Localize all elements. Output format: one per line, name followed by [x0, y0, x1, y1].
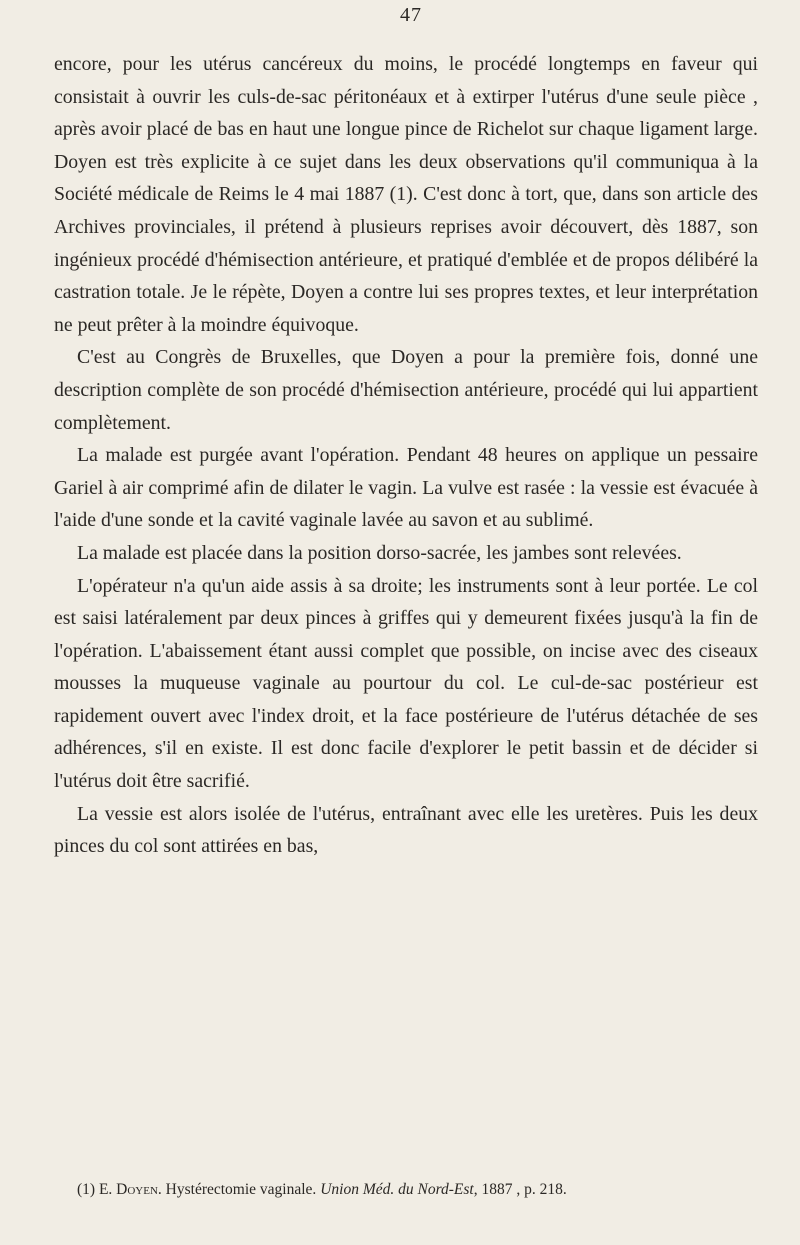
paragraph-3: La malade est purgée avant l'opération. Pendant 48 heures on applique un pessaire Gariel à air comprimé afin de dilater le vagin. La vulve est rasée : la vessie est évacuée à l'aide d'une sonde et la cavité vaginale lavée au savon et au sublimé.	[54, 444, 758, 532]
paragraph-6: La vessie est alors isolée de l'utérus, entraînant avec elle les uretères. Puis les deux pinces du col sont attirées en bas,	[54, 802, 758, 858]
footnote-title: Hystérectomie vaginale.	[165, 1181, 317, 1198]
paragraph-5: L'opérateur n'a qu'un aide assis à sa droite; les instruments sont à leur portée. Le col est saisi latéralement par deux pinces à griffes qui y demeurent fixées jusqu'à la fin de l'opération. L'abaissement étant aussi complet que possible, on incise avec des ciseaux mousses la muqueuse vaginale au pourtour du col. Le cul-de-sac postérieur est rapidement ouvert avec l'index droit, et la face postérieure de l'utérus détachée de ses adhérences, s'il en existe. Il est donc facile d'explorer le petit bassin et de décider si l'utérus doit être sacrifié.	[54, 574, 758, 793]
footnote	[54, 1180, 758, 1200]
paragraph-2: C'est au Congrès de Bruxelles, que Doyen a pour la première fois, donné une description complète de son procédé d'hémisection antérieure, procédé qui lui appartient complètement.	[54, 346, 758, 434]
footnote-marker: (1) E.	[77, 1181, 113, 1198]
body-text	[54, 48, 758, 863]
footnote-journal: Union Méd. du Nord-Est	[320, 1181, 474, 1198]
paragraph-1: encore, pour les utérus cancéreux du moins, le procédé longtemps en faveur qui consistait à ouvrir les culs-de-sac péritonéaux et à extirper l'utérus d'une seule pièce , après avoir placé de bas en haut une longue pince de Richelot sur chaque ligament large. Doyen est très explicite à ce sujet dans les deux observations qu'il communiqua à la Société médicale de Reims le 4 mai 1887 (1). C'est donc à tort, que, dans son article des Archives provinciales, il prétend à plusieurs reprises avoir découvert, dès 1887, son ingénieux procédé d'hémisection antérieure, et pratiqué d'emblée et de propos délibéré la castration totale. Je le répète, Doyen a contre lui ses propres textes, et leur interprétation ne peut prêter à la moindre équivoque.	[54, 53, 758, 336]
page-number: 47	[400, 4, 422, 26]
paragraph-4: La malade est placée dans la position dorso-sacrée, les jambes sont relevées.	[77, 541, 682, 564]
footnote-details: , 1887 , p. 218.	[473, 1181, 567, 1198]
footnote-author: Doyen.	[116, 1181, 162, 1198]
